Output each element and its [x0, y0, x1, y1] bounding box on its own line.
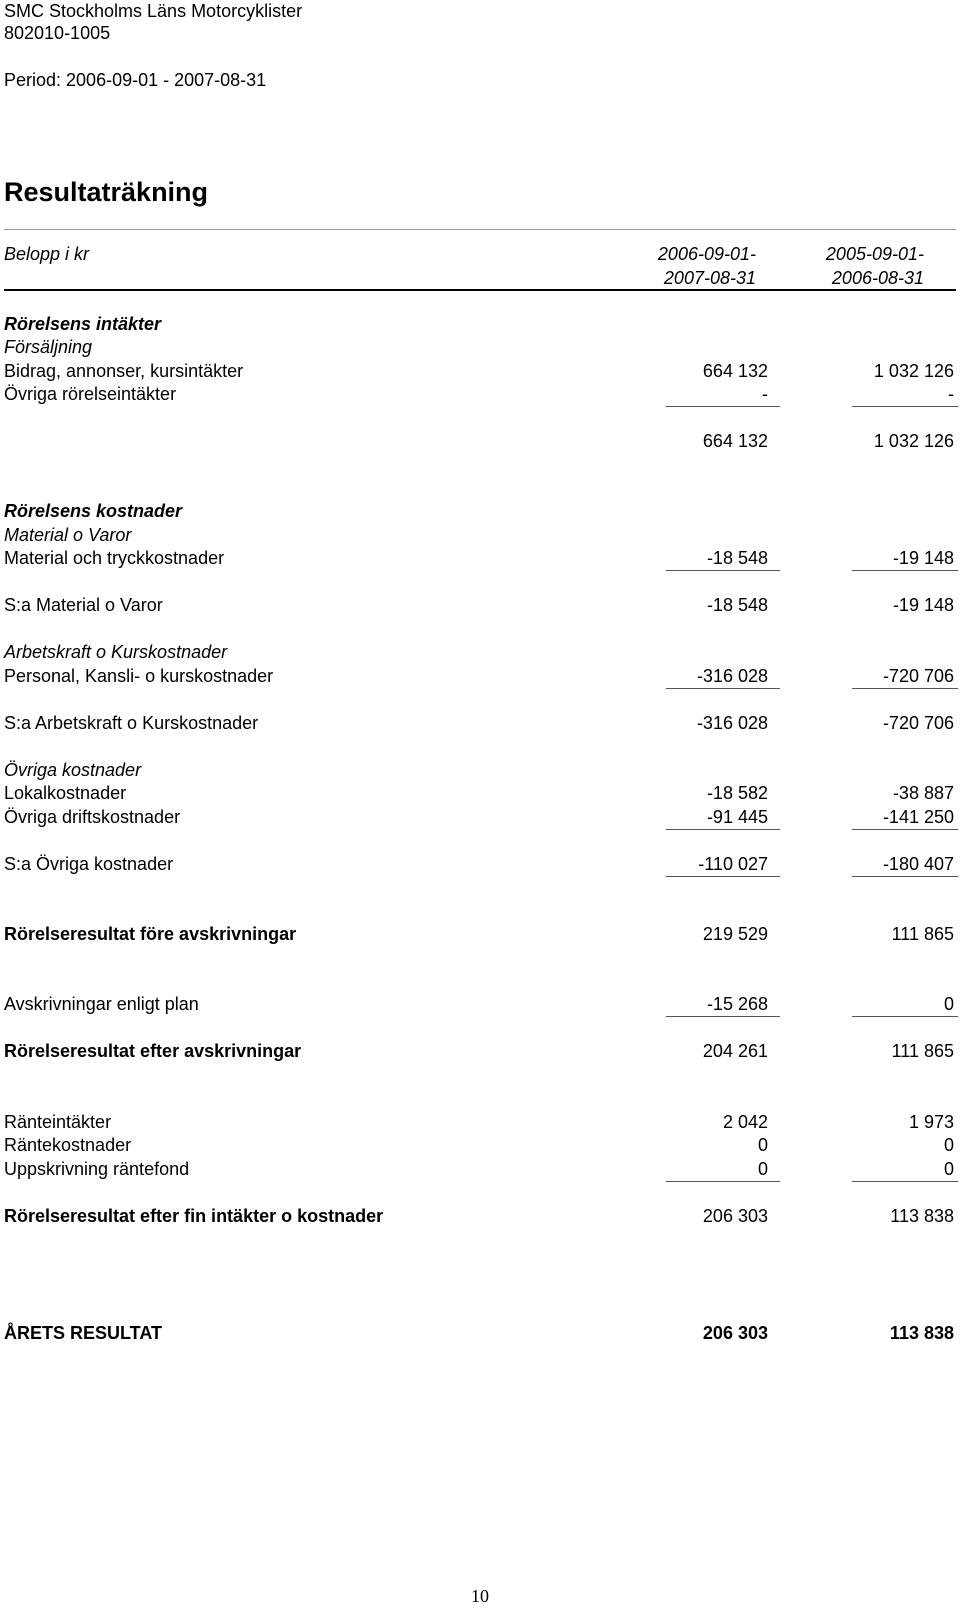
- title-rule: [4, 229, 956, 230]
- current-year-value: 0: [757, 1135, 768, 1155]
- current-year-value: -316 028: [696, 713, 768, 733]
- row-label: Material o Varor: [4, 525, 132, 545]
- row-label: Uppskrivning räntefond: [4, 1159, 190, 1179]
- row-label: Övriga kostnader: [4, 760, 142, 780]
- col2-header-line2: 2006-08-31: [831, 268, 924, 288]
- row-label: S:a Arbetskraft o Kurskostnader: [4, 713, 259, 733]
- row-label: Material och tryckkostnader: [4, 548, 225, 568]
- current-year-value: 664 132: [702, 361, 768, 381]
- row-label: Ränteintäkter: [4, 1112, 112, 1132]
- col2-header-line1: 2005-09-01-: [825, 244, 924, 264]
- period-label: Period: 2006-09-01 - 2007-08-31: [4, 70, 267, 90]
- statement-row: [4, 992, 956, 1016]
- current-year-value: 219 529: [702, 924, 768, 944]
- row-label: Rörelseresultat efter fin intäkter o kostnader: [4, 1206, 384, 1226]
- current-year-value: -18 548: [706, 595, 768, 615]
- row-label: Rörelseresultat efter avskrivningar: [4, 1041, 302, 1061]
- prior-year-value: -180 407: [852, 852, 958, 877]
- current-year-value: 2 042: [722, 1112, 768, 1132]
- current-year-value: 206 303: [702, 1206, 768, 1226]
- prior-year-value: -38 887: [892, 783, 954, 803]
- prior-year-value: 1 973: [908, 1112, 954, 1132]
- prior-year-value: 0: [852, 1157, 958, 1182]
- prior-year-value: 113 838: [889, 1323, 954, 1343]
- statement-row: [4, 1157, 956, 1181]
- row-label: Rörelsens intäkter: [4, 314, 162, 334]
- col1-header-line1: 2006-09-01-: [657, 244, 756, 264]
- row-label: Försäljning: [4, 337, 93, 357]
- current-year-value: -91 445: [666, 805, 780, 830]
- statement-row: [4, 546, 956, 570]
- statement-row: [4, 429, 956, 453]
- current-year-value: -110 027: [666, 852, 780, 877]
- prior-year-value: 111 865: [891, 1041, 954, 1061]
- statement-row: [4, 593, 956, 617]
- current-year-value: 206 303: [702, 1323, 768, 1343]
- statement-row: [4, 1133, 956, 1157]
- prior-year-value: 113 838: [890, 1206, 954, 1226]
- statement-row: [4, 382, 956, 406]
- row-label: S:a Övriga kostnader: [4, 854, 174, 874]
- current-year-value: -18 582: [706, 783, 768, 803]
- statement-row: [4, 312, 956, 336]
- prior-year-value: -: [852, 382, 958, 407]
- row-label: Övriga rörelseintäkter: [4, 384, 177, 404]
- current-year-value: 664 132: [702, 431, 768, 451]
- header-rule: [4, 289, 956, 291]
- row-label: Övriga driftskostnader: [4, 807, 181, 827]
- prior-year-value: -720 706: [882, 713, 954, 733]
- org-name: SMC Stockholms Läns Motorcyklister: [4, 1, 303, 21]
- statement-row: [4, 852, 956, 876]
- prior-year-value: -19 148: [852, 546, 958, 571]
- prior-year-value: 1 032 126: [873, 431, 954, 451]
- statement-row: [4, 664, 956, 688]
- page-number: 10: [471, 1586, 489, 1606]
- row-label: Bidrag, annonser, kursintäkter: [4, 361, 244, 381]
- statement-row: [4, 1039, 956, 1063]
- current-year-value: -: [666, 382, 780, 407]
- prior-year-value: -19 148: [892, 595, 954, 615]
- row-label: Räntekostnader: [4, 1135, 132, 1155]
- current-year-value: -15 268: [666, 992, 780, 1017]
- statement-row: [4, 1321, 956, 1345]
- row-label: Rörelseresultat före avskrivningar: [4, 924, 297, 944]
- row-label: Avskrivningar enligt plan: [4, 994, 199, 1014]
- statement-row: [4, 335, 956, 359]
- current-year-value: -18 548: [666, 546, 780, 571]
- page-title: Resultaträkning: [4, 177, 209, 207]
- prior-year-value: -141 250: [852, 805, 958, 830]
- statement-row: [4, 359, 956, 383]
- statement-row: [4, 499, 956, 523]
- row-label: Personal, Kansli- o kurskostnader: [4, 666, 274, 686]
- statement-row: [4, 922, 956, 946]
- statement-row: [4, 781, 956, 805]
- row-label: Lokalkostnader: [4, 783, 127, 803]
- row-label: S:a Material o Varor: [4, 595, 163, 615]
- prior-year-value: -720 706: [852, 664, 958, 689]
- statement-row: [4, 1204, 956, 1228]
- unit-label: Belopp i kr: [4, 244, 90, 264]
- current-year-value: 204 261: [702, 1041, 768, 1061]
- current-year-value: -316 028: [666, 664, 780, 689]
- statement-row: [4, 758, 956, 782]
- prior-year-value: 1 032 126: [873, 361, 954, 381]
- statement-row: [4, 523, 956, 547]
- statement-row: [4, 711, 956, 735]
- statement-row: [4, 1110, 956, 1134]
- statement-row: [4, 640, 956, 664]
- prior-year-value: 0: [852, 992, 958, 1017]
- row-label: ÅRETS RESULTAT: [4, 1323, 162, 1343]
- row-label: Rörelsens kostnader: [4, 501, 183, 521]
- prior-year-value: 111 865: [891, 924, 954, 944]
- column-header: [4, 242, 956, 290]
- org-number: 802010-1005: [4, 23, 111, 43]
- col1-header-line2: 2007-08-31: [663, 268, 756, 288]
- prior-year-value: 0: [943, 1135, 954, 1155]
- row-label: Arbetskraft o Kurskostnader: [4, 642, 228, 662]
- statement-row: [4, 805, 956, 829]
- current-year-value: 0: [666, 1157, 780, 1182]
